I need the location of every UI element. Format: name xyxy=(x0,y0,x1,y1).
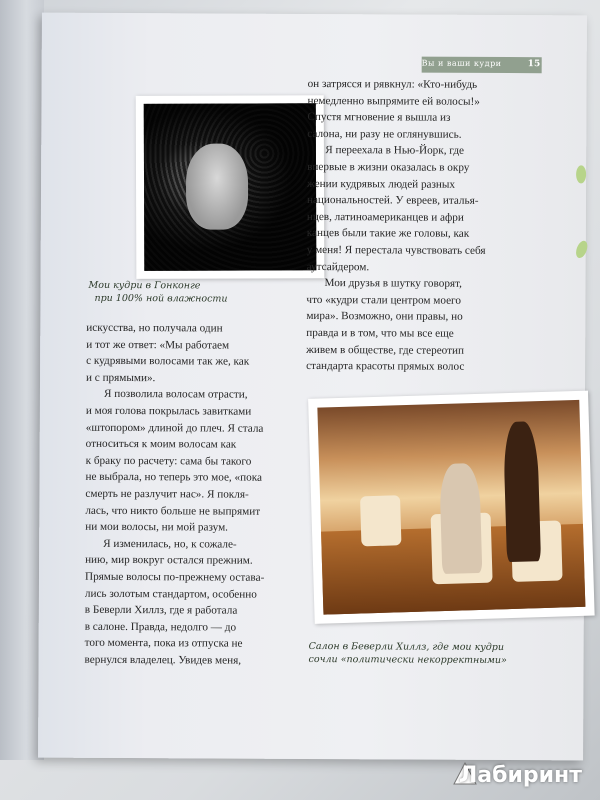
portrait-caption-line: Мои кудри в Гонконге xyxy=(88,279,201,292)
salon-chair xyxy=(360,495,401,546)
text-line: нцев, латиноамериканцев и афри xyxy=(306,210,464,224)
text-line: Я позволила волосам отрасти, xyxy=(103,388,248,402)
text-line: салона, ни разу не оглянувшись. xyxy=(307,127,462,141)
text-line: смерть не разлучит нас». Я покля- xyxy=(85,487,249,501)
text-line: и тот же ответ: «Мы работаем xyxy=(86,338,230,352)
text-line: в салоне. Правда, недолго — до xyxy=(84,620,237,634)
right-column-text xyxy=(306,76,538,376)
salon-stylist xyxy=(503,421,541,562)
text-line: он затрясся и рявкнул: «Кто-нибудь xyxy=(307,77,478,91)
salon-caption-line: Салон в Беверли Хиллз, где мои кудри xyxy=(308,640,505,654)
text-line: к браку по расчету: сама бы такого xyxy=(85,454,252,468)
salon-client xyxy=(439,463,482,574)
text-line: нию, мир вокруг остался прежним. xyxy=(85,554,253,568)
watermark: Лабиринт xyxy=(458,763,582,788)
portrait-caption-line: при 100% ной влажности xyxy=(94,292,228,305)
decorative-leaf xyxy=(576,165,586,183)
text-line: Я изменилась, но, к сожале- xyxy=(103,537,237,551)
book-left-edge xyxy=(0,0,44,760)
text-line: канцев были такие же головы, как xyxy=(306,227,470,241)
text-line: у меня! Я перестала чувствовать себя xyxy=(306,243,486,257)
text-line: лась, что никто больше не выпрямит xyxy=(85,504,261,518)
text-line: стандарта красоты прямых волос xyxy=(306,360,465,373)
text-line: того момента, пока из отпуска не xyxy=(84,637,243,650)
text-line: правда и в том, что мы все еще xyxy=(306,326,454,340)
running-title: Вы и ваши кудри xyxy=(421,58,502,68)
text-line: Прямые волосы по-прежнему оставa- xyxy=(84,570,265,584)
text-line: «штопором» длиной до плеч. Я стала xyxy=(85,421,264,435)
salon-photo xyxy=(308,391,595,624)
decorative-leaf xyxy=(574,239,590,259)
portrait-image xyxy=(144,103,317,271)
text-line: живем в обществе, где стереотип xyxy=(306,343,465,357)
text-line: немедленно выпрямите ей волосы!» xyxy=(307,94,480,108)
portrait-photo xyxy=(136,95,325,279)
text-line: впервые в жизни оказалась в окру xyxy=(307,160,470,174)
portrait-caption xyxy=(88,279,227,306)
text-line: Мои друзья в шутку говорят, xyxy=(324,277,462,290)
text-line: лись золотым стандартом, особенно xyxy=(84,587,257,601)
text-line: и с прямыми». xyxy=(86,371,156,384)
text-line: относиться к моим волосам как xyxy=(85,437,237,451)
text-line: и моя голова покрылась завитками xyxy=(85,404,252,418)
salon-caption xyxy=(309,640,507,667)
left-column-text xyxy=(85,320,307,670)
salon-caption-line: сочли «политически некорректными» xyxy=(308,653,507,667)
text-line: аутсайдером. xyxy=(306,260,370,273)
text-line: ни мои волосы, ни мой разум. xyxy=(85,520,229,534)
text-line: национальностей. У евреев, италья- xyxy=(306,194,479,208)
text-line: жении кудрявых людей разных xyxy=(307,177,456,191)
page-number: 15 xyxy=(527,59,541,70)
portrait-face xyxy=(186,144,248,230)
text-line: Я переехала в Нью-Йорк, где xyxy=(325,144,465,158)
text-line: мира». Возможно, они правы, но xyxy=(306,310,463,324)
text-line: не выбрала, но теперь это мое, «пока xyxy=(85,471,262,485)
text-line: Спустя мгновение я вышла из xyxy=(307,111,451,124)
text-line: в Беверли Хиллз, где я работала xyxy=(84,603,238,617)
text-line: с кудрявыми волосами так же, как xyxy=(86,355,250,368)
text-line: искусства, но получала один xyxy=(86,321,223,335)
book-page xyxy=(38,13,587,761)
text-line: вернулся владелец. Увидев меня, xyxy=(84,653,242,667)
salon-image xyxy=(317,400,585,615)
text-line: что «кудри стали центром моего xyxy=(306,293,461,307)
